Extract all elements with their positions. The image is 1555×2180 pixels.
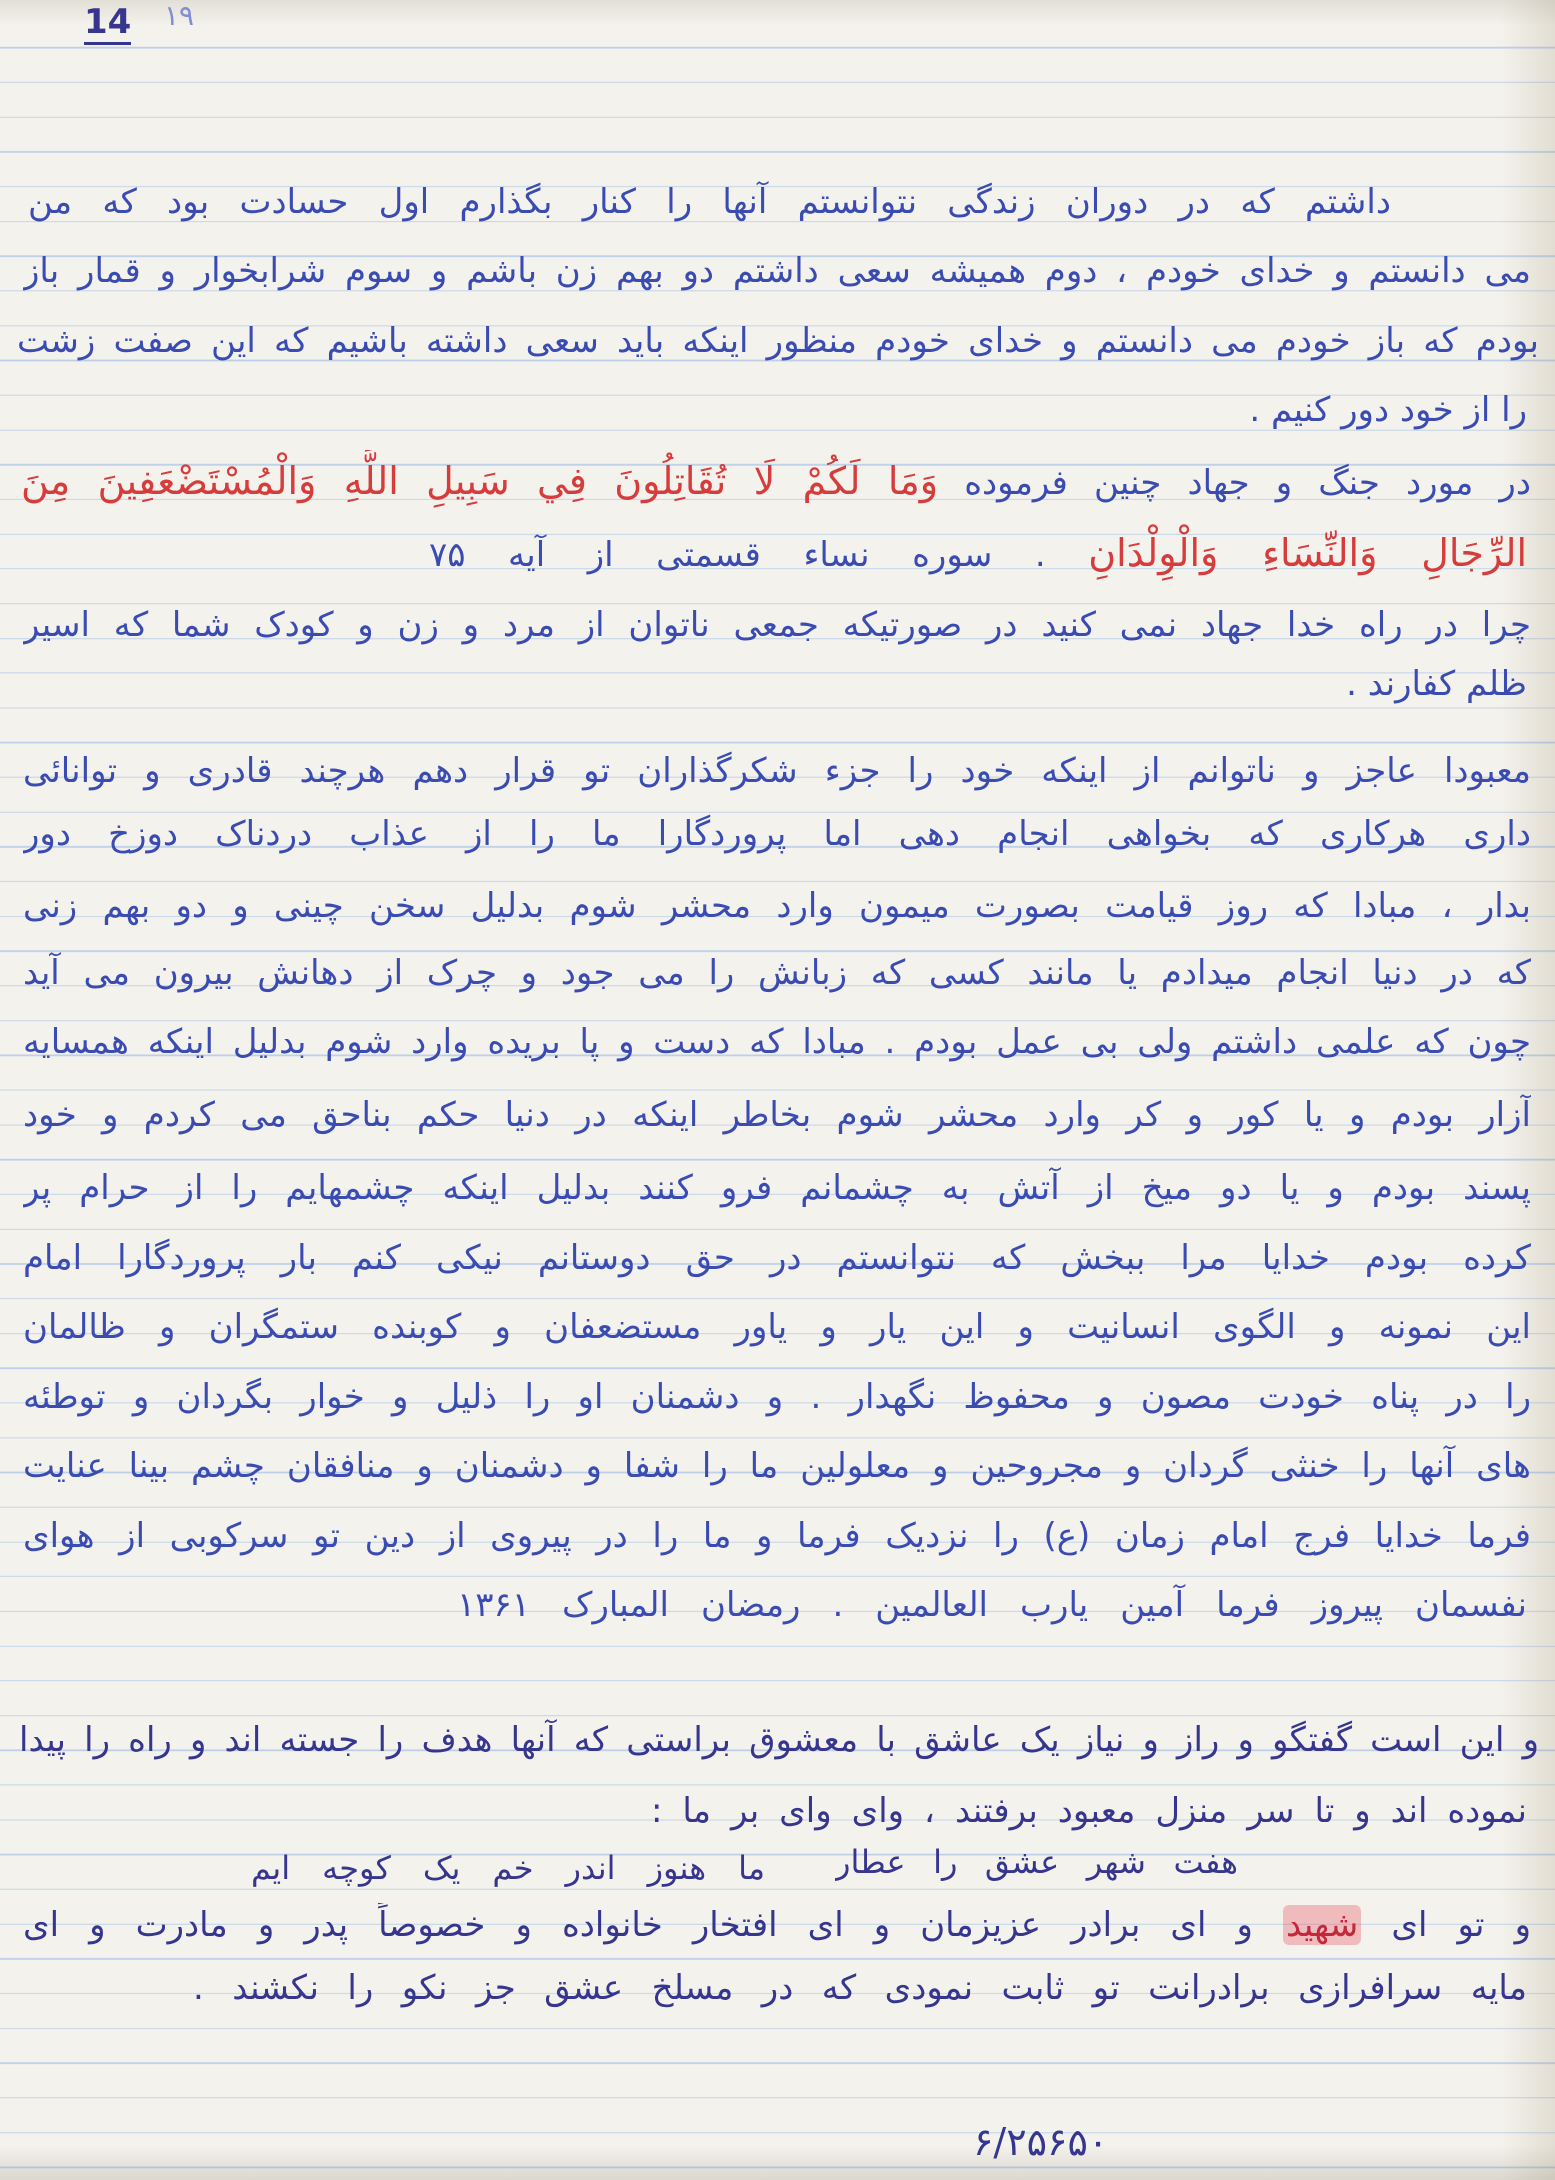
opening-line: داشتم که در دوران زندگی نتوانستم آنها را کنار بگذارم اول حسادت بود که من <box>28 182 1391 222</box>
closing-line: نموده اند و تا سر منزل معبود برفتند ، وای وای بر ما : <box>651 1791 1527 1831</box>
verse-reference: . سوره نساء قسمتی از آیه ۷۵ <box>429 535 1046 575</box>
prayer-line: را در پناه خودت مصون و محفوظ نگهدار . و دشمنان او را ذلیل و خوار بگردان و توطئه <box>23 1377 1531 1417</box>
opening-line: بودم که باز خودم می دانستم و خدای خودم منظور اینکه باید سعی داشته باشیم که این صفت زشت <box>17 321 1539 361</box>
prayer-line: داری هرکاری که بخواهی انجام دهی اما پروردگارا ما را از عذاب دردناک دوزخ دور <box>23 814 1531 854</box>
quran-verse-part-2: الرِّجَالِ وَالنِّسَاءِ وَالْوِلْدَانِ <box>1088 531 1527 575</box>
prayer-line: بدار ، مبادا که روز قیامت بصورت میمون وارد محشر شوم بدلیل سخن چینی و دو بهم زنی <box>23 886 1531 926</box>
address-line <box>23 1903 1531 1947</box>
page-number-alt: ۱۹ <box>164 0 195 32</box>
prayer-line: کرده بودم خدایا مرا ببخش که نتوانستم در حق دوستانم نیکی کنم بار پروردگارا امام <box>23 1238 1531 1278</box>
verse-translation-line: چرا در راه خدا جهاد نمی کنید در صورتیکه جمعی ناتوان از مرد و زن و کودک شما که اسیر <box>23 605 1531 645</box>
poem-hemistich-1: هفت شهر عشق را عطار <box>835 1843 1238 1881</box>
prayer-line: آزار بودم و یا کور و کر وارد محشر شوم بخاطر اینکه در دنیا حکم بناحق می کردم و خود <box>23 1095 1531 1135</box>
poem-hemistich-2: ما هنوز اندر خم یک کوچه ایم <box>251 1849 765 1887</box>
prayer-line: فرما خدایا فرج امام زمان (ع) را نزدیک فرما و ما را در پیروی از دین تو سرکوبی از هوای <box>23 1516 1531 1556</box>
verse-line-1 <box>21 450 1531 512</box>
prayer-line: چون که علمی داشتم ولی بی عمل بودم . مبادا که دست و پا بریده وارد شوم بدلیل اینکه همسایه <box>23 1022 1531 1062</box>
prayer-line: معبودا عاجز و ناتوانم از اینکه خود را جزء شکرگذاران تو قرار دهم هرچند قادری و توانائی <box>23 751 1531 791</box>
quran-verse-part-1: وَمَا لَكُمْ لَا تُقَاتِلُونَ فِي سَبِيلِ اللَّهِ وَالْمُسْتَضْعَفِينَ مِنَ <box>21 459 939 503</box>
prayer-date-line: نفسمان پیروز فرما آمین یارب العالمین . رمضان المبارک ۱۳۶۱ <box>457 1585 1527 1625</box>
verse-translation-line: ظلم کفارند . <box>1346 664 1527 704</box>
verse-line-2 <box>429 522 1527 584</box>
archive-number: ۶/۲۵۶۵۰ <box>973 2120 1109 2164</box>
address-before: و تو ای <box>1391 1905 1531 1945</box>
verse-intro: در مورد جنگ و جهاد چنین فرموده <box>964 463 1531 503</box>
prayer-line: این نمونه و الگوی انسانیت و این یار و یاور مستضعفان و کوبنده ستمگران و ظالمان <box>23 1307 1531 1347</box>
prayer-line: های آنها را خنثی گردان و مجروحین و معلولین ما را شفا و دشمنان و منافقان چشم بینا عنایت <box>23 1446 1531 1486</box>
prayer-line: که در دنیا انجام میدادم یا مانند کسی که زبانش را می جود و چرک از دهانش بیرون می آید <box>23 953 1531 993</box>
shahid-highlight: شهید <box>1283 1905 1361 1945</box>
opening-line: می دانستم و خدای خودم ، دوم همیشه سعی داشتم دو بهم زن باشم و سوم شرابخوار و قمار باز <box>23 251 1531 291</box>
opening-line: را از خود دور کنیم . <box>1249 390 1527 430</box>
prayer-line: پسند بودم و یا دو میخ از آتش به چشمانم فرو کنند بدلیل اینکه چشمهایم را از حرام پر <box>23 1168 1531 1208</box>
closing-line: و این است گفتگو و راز و نیاز یک عاشق با معشوق براستی که آنها هدف را جسته اند و راه را پیدا <box>19 1720 1539 1760</box>
final-line: مایه سرافرازی برادرانت تو ثابت نمودی که در مسلخ عشق جز نکو را نکشند . <box>193 1968 1527 2008</box>
page-number: 14 <box>84 2 131 45</box>
address-after: و ای برادر عزیزمان و ای افتخار خانواده و خصوصاً پدر و مادرت و ای <box>23 1905 1253 1945</box>
